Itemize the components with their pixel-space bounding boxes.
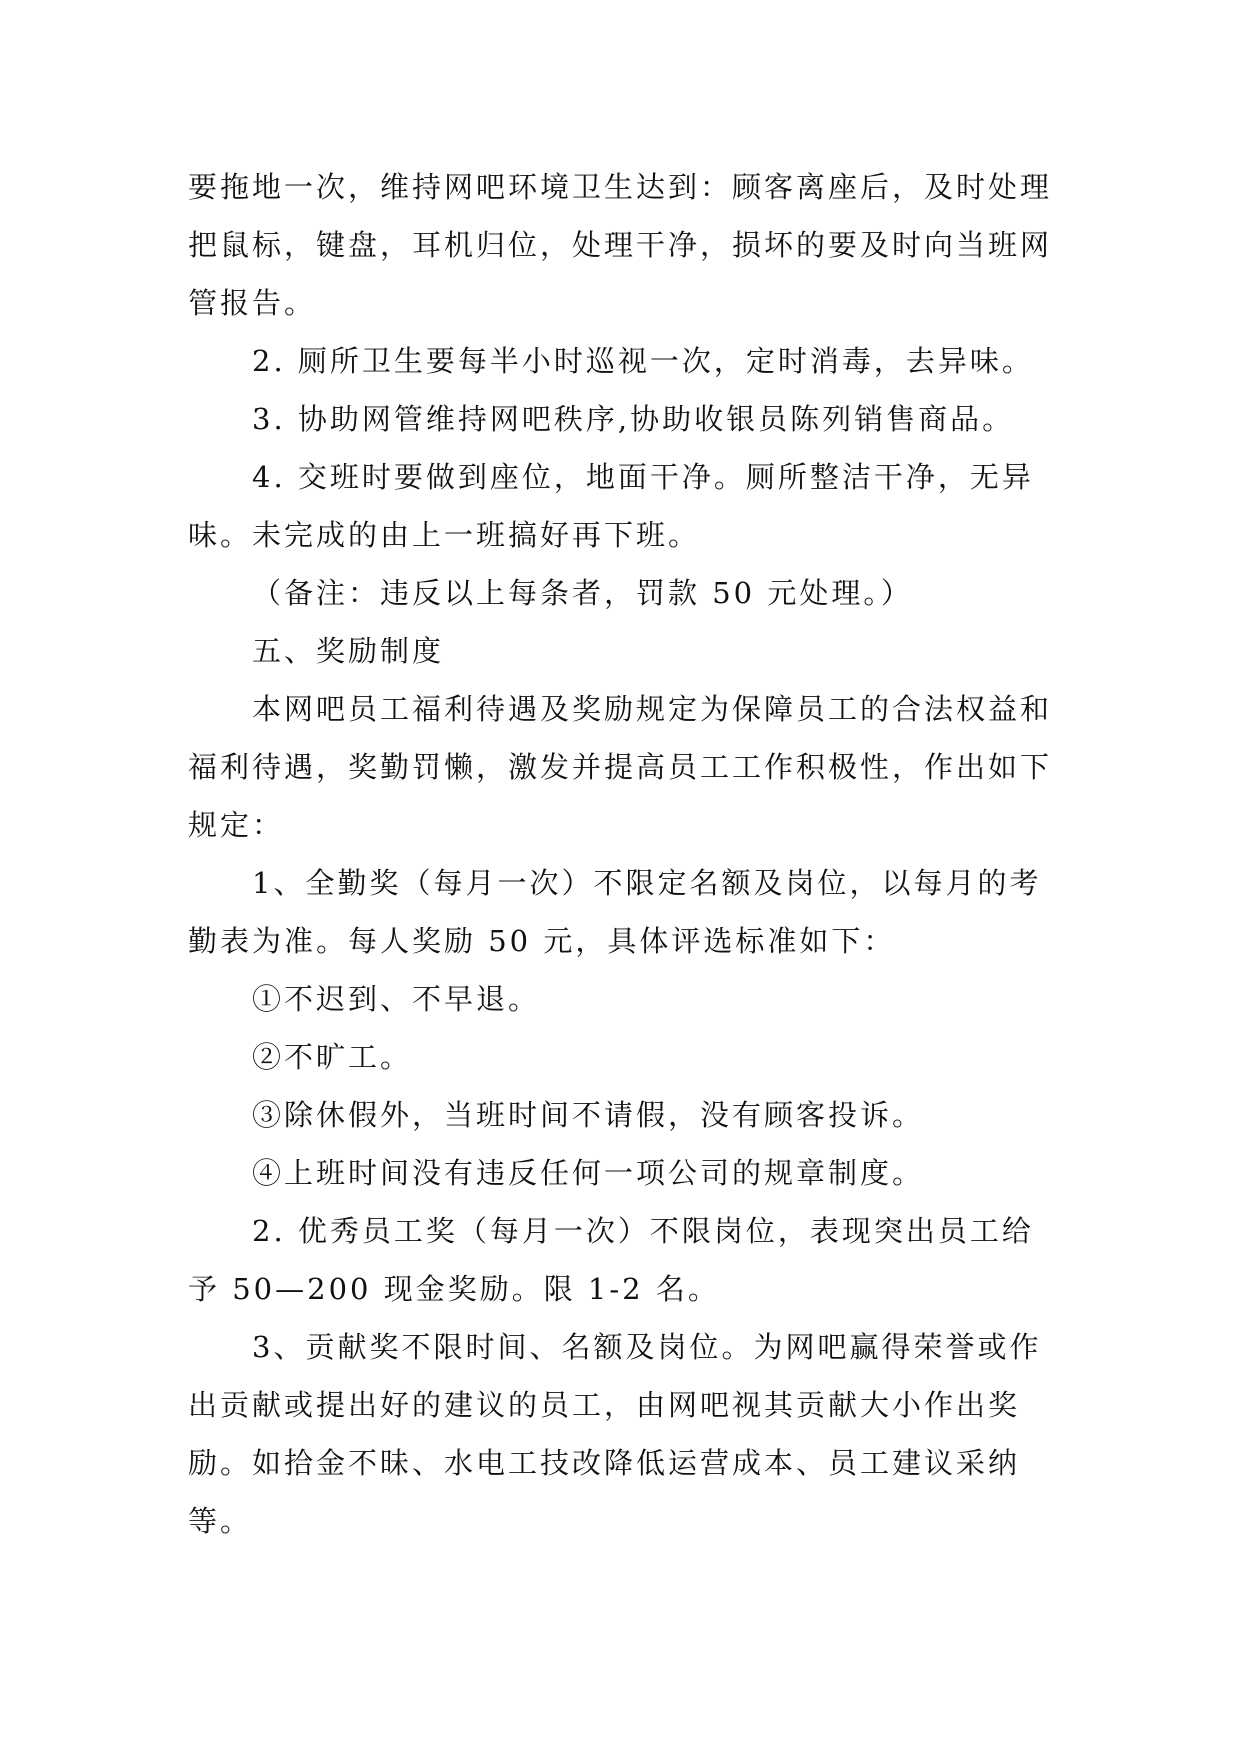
paragraph-award-excellent: 2. 优秀员工奖（每月一次）不限岗位，表现突出员工给予 50—200 现金奖励。限 1-2 名。 [188,1214,1034,1306]
criteria-item-4: ④上班时间没有违反任何一项公司的规章制度。 [252,1156,925,1190]
document-body [188,158,1053,1550]
paragraph-cleaning-continued: 要拖地一次，维持网吧环境卫生达到：顾客离座后，及时处理把鼠标，键盘，耳机归位，处理干净，损坏的要及时向当班网管报告。 [188,170,1053,320]
criteria-item-2: ②不旷工。 [252,1040,413,1074]
paragraph-rewards-intro: 本网吧员工福利待遇及奖励规定为保障员工的合法权益和福利待遇，奖勤罚懒，激发并提高员工工作积极性，作出如下规定： [188,692,1053,842]
paragraph-award-attendance: 1、全勤奖（每月一次）不限定名额及岗位，以每月的考勤表为准。每人奖励 50 元，具体评选标准如下： [188,866,1042,958]
criteria-item-1: ①不迟到、不早退。 [252,982,541,1016]
paragraph-penalty-note: （备注：违反以上每条者，罚款 50 元处理。） [252,576,913,610]
paragraph-item-2: 2. 厕所卫生要每半小时巡视一次，定时消毒，去异味。 [252,344,1034,378]
criteria-item-3: ③除休假外，当班时间不请假，没有顾客投诉。 [252,1098,925,1132]
paragraph-item-3: 3. 协助网管维持网吧秩序,协助收银员陈列销售商品。 [252,402,1015,436]
section-heading-rewards: 五、奖励制度 [252,634,445,668]
paragraph-item-4: 4. 交班时要做到座位，地面干净。厕所整洁干净，无异味。未完成的由上一班搞好再下班。 [188,460,1034,552]
paragraph-award-contribution: 3、贡献奖不限时间、名额及岗位。为网吧赢得荣誉或作出贡献或提出好的建议的员工，由网吧视其贡献大小作出奖励。如拾金不昧、水电工技改降低运营成本、员工建议采纳等。 [188,1330,1042,1538]
